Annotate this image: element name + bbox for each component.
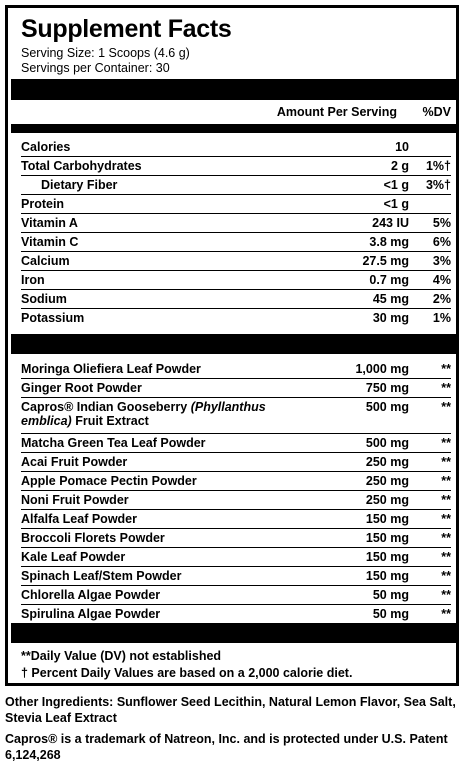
row-name [21, 588, 160, 602]
row-name-text: Capros® Indian Gooseberry [21, 400, 188, 414]
row-name [21, 400, 291, 428]
row-name-text: Vitamin C [21, 235, 79, 249]
nutrient-row [21, 252, 451, 271]
row-dv: ** [441, 455, 451, 469]
row-dv: ** [441, 550, 451, 564]
row-dv: 3%† [425, 178, 451, 192]
row-name [21, 455, 127, 469]
nutrient-row [21, 233, 451, 252]
ingredient-row [21, 510, 451, 529]
row-dv: 3% [432, 254, 451, 268]
row-name-italic: (Phyllanthus emblica) [21, 400, 266, 428]
row-amount: 50 mg [372, 588, 409, 602]
row-dv: 6% [432, 235, 451, 249]
row-dv: 2% [432, 292, 451, 306]
row-amount: 45 mg [372, 292, 409, 306]
row-name [21, 531, 165, 545]
ingredient-row [21, 453, 451, 472]
row-amount: 150 mg [365, 550, 409, 564]
ingredient-row [21, 548, 451, 567]
thick-divider-header [11, 124, 459, 133]
row-amount: 150 mg [365, 512, 409, 526]
row-name-text: Spirulina Algae Powder [21, 607, 161, 621]
row-name [21, 436, 206, 450]
row-dv: ** [441, 607, 451, 621]
thick-divider-top [11, 79, 459, 100]
row-amount: 10 [395, 140, 409, 154]
row-dv: 1% [432, 311, 451, 325]
row-dv: ** [441, 381, 451, 395]
row-name-text: Acai Fruit Powder [21, 455, 128, 469]
row-name [21, 607, 160, 621]
row-name [21, 197, 64, 211]
ingredient-row [21, 491, 451, 510]
row-dv: ** [441, 493, 451, 507]
ingredient-row [21, 529, 451, 548]
row-name [21, 235, 78, 249]
nutrient-row [21, 214, 451, 233]
row-name-text: Calcium [21, 254, 70, 268]
row-name [21, 254, 70, 268]
row-amount: 500 mg [365, 400, 409, 414]
row-name [21, 273, 45, 287]
nutrient-row [21, 309, 451, 328]
row-dv: 5% [432, 216, 451, 230]
thick-divider-bottom [11, 623, 459, 643]
supplement-facts-panel [5, 5, 459, 686]
row-name-text: Dietary Fiber [41, 178, 118, 192]
nutrient-row [21, 176, 451, 195]
footnote-percent-based: † Percent Daily Values are based on a 2,000 calorie diet. [21, 666, 353, 680]
row-amount: 30 mg [372, 311, 409, 325]
dv-header: %DV [422, 105, 451, 119]
row-amount: 243 IU [372, 216, 409, 230]
row-amount: 1,000 mg [355, 362, 409, 376]
row-name-text: Ginger Root Powder [21, 381, 142, 395]
row-name-text: Kale Leaf Powder [21, 550, 126, 564]
nutrient-row [21, 138, 451, 157]
nutrient-row [21, 195, 451, 214]
row-amount: 3.8 mg [369, 235, 409, 249]
row-name [21, 474, 197, 488]
row-name [21, 311, 84, 325]
ingredient-row [21, 360, 451, 379]
trademark-notice: Capros® is a trademark of Natreon, Inc. and is protected under U.S. Patent 6,124,268 [5, 732, 448, 762]
row-name [21, 362, 201, 376]
row-name-text: Protein [21, 197, 65, 211]
row-name [21, 216, 78, 230]
row-dv: 4% [432, 273, 451, 287]
nutrient-row [21, 157, 451, 176]
row-name-text: Matcha Green Tea Leaf Powder [21, 436, 206, 450]
row-dv: ** [441, 531, 451, 545]
row-name-text: Total Carbohydrates [21, 159, 142, 173]
row-dv: ** [441, 436, 451, 450]
panel-title: Supplement Facts [21, 15, 232, 43]
nutrient-row [21, 271, 451, 290]
row-name [21, 512, 137, 526]
row-name [21, 140, 70, 154]
row-name [21, 159, 142, 173]
row-amount: 150 mg [365, 531, 409, 545]
serving-size: Serving Size: 1 Scoops (4.6 g) [21, 46, 190, 60]
row-name [21, 569, 181, 583]
row-amount: <1 g [383, 197, 409, 211]
row-name-text: Potassium [21, 311, 85, 325]
row-name-text: Calories [21, 140, 71, 154]
amount-per-serving-header: Amount Per Serving [276, 105, 397, 119]
row-name-text: Noni Fruit Powder [21, 493, 129, 507]
row-name [21, 381, 142, 395]
row-amount: <1 g [383, 178, 409, 192]
ingredient-row [21, 398, 451, 434]
row-amount: 150 mg [365, 569, 409, 583]
nutrient-row [21, 290, 451, 309]
row-amount: 0.7 mg [369, 273, 409, 287]
row-name [21, 292, 67, 306]
row-dv: ** [441, 569, 451, 583]
footnote-dv-not-established: **Daily Value (DV) not established [21, 649, 222, 663]
ingredient-row [21, 567, 451, 586]
row-amount: 2 g [390, 159, 409, 173]
row-name [21, 493, 129, 507]
other-ingredients: Other Ingredients: Sunflower Seed Lecithin, Natural Lemon Flavor, Sea Salt, Stevia Leaf Extract [5, 695, 456, 725]
row-dv: ** [441, 400, 451, 414]
row-amount: 500 mg [365, 436, 409, 450]
row-amount: 250 mg [365, 493, 409, 507]
row-amount: 27.5 mg [362, 254, 409, 268]
row-amount: 250 mg [365, 474, 409, 488]
row-amount: 250 mg [365, 455, 409, 469]
row-dv: ** [441, 474, 451, 488]
row-amount: 750 mg [365, 381, 409, 395]
row-name-text: Sodium [21, 292, 67, 306]
row-name-suffix: Fruit Extract [71, 414, 149, 428]
row-name-text: Broccoli Florets Powder [21, 531, 165, 545]
row-name-text: Moringa Oliefiera Leaf Powder [21, 362, 201, 376]
row-name-text: Chlorella Algae Powder [21, 588, 161, 602]
ingredient-row [21, 605, 451, 624]
ingredient-row [21, 379, 451, 398]
ingredient-row [21, 586, 451, 605]
thick-divider-middle [11, 334, 459, 354]
ingredient-row [21, 434, 451, 453]
row-dv: ** [441, 588, 451, 602]
amount-header-row [11, 100, 459, 124]
row-name-text: Alfalfa Leaf Powder [21, 512, 137, 526]
ingredient-row [21, 472, 451, 491]
row-name-text: Apple Pomace Pectin Powder [21, 474, 197, 488]
row-name [21, 550, 125, 564]
row-dv: ** [441, 362, 451, 376]
row-name [41, 178, 117, 192]
row-amount: 50 mg [372, 607, 409, 621]
row-dv: ** [441, 512, 451, 526]
row-name-text: Iron [21, 273, 45, 287]
servings-per-container: Servings per Container: 30 [21, 61, 170, 75]
row-name-text: Spinach Leaf/Stem Powder [21, 569, 182, 583]
row-dv: 1%† [425, 159, 451, 173]
row-name-text: Vitamin A [21, 216, 78, 230]
